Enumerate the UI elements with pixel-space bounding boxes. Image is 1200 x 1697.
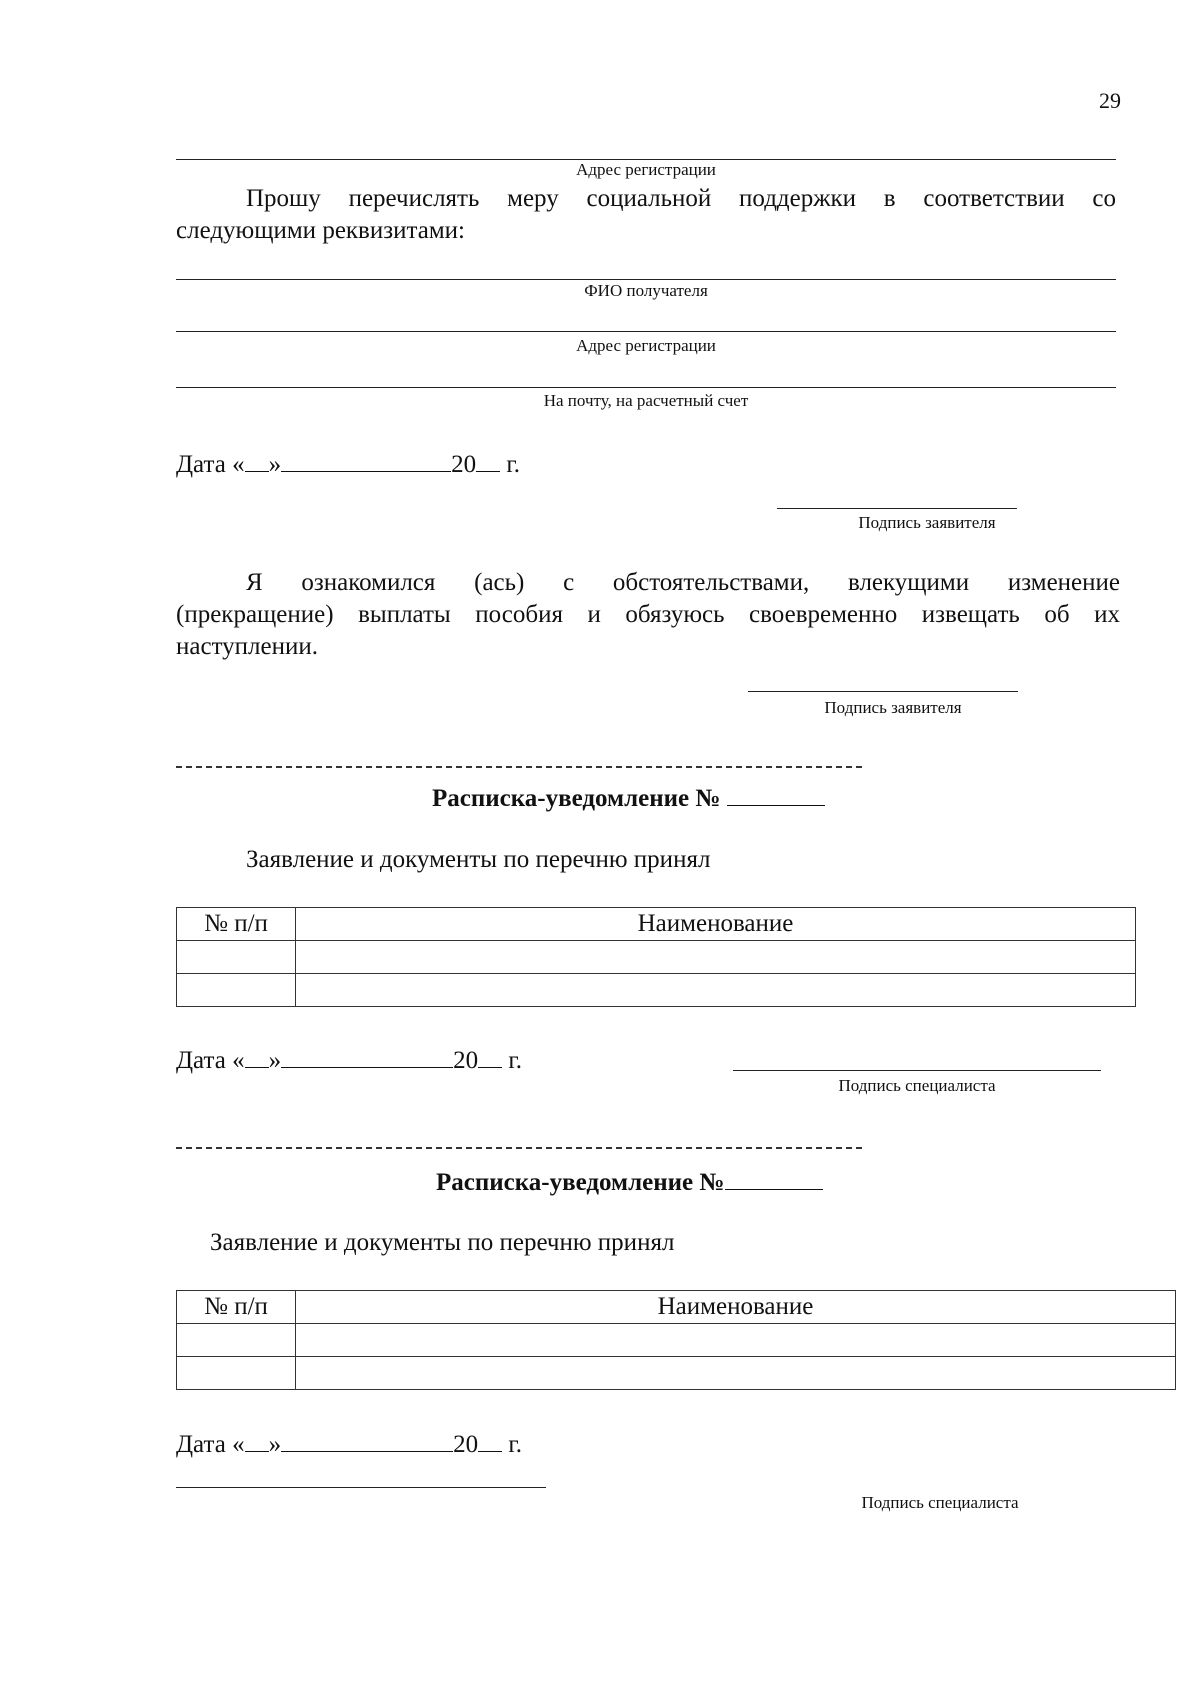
receipt-2-title: Расписка-уведомление № [436,1164,823,1197]
table-cell[interactable] [177,974,296,1007]
request-line-1: Прошу перечислять меру социальной поддержки в соответствии со [246,185,1116,212]
receipt-2-number-field[interactable] [725,1164,823,1190]
request-line-2: следующими реквизитами: [176,217,465,244]
date-line-1: Дата « » 20 г. [176,446,520,479]
recipient-address-line[interactable] [176,331,1116,332]
table-cell[interactable] [177,1324,296,1357]
date-year-field[interactable] [478,1042,502,1068]
date-month-field[interactable] [281,1426,453,1452]
header-number: № п/п [177,908,296,941]
recipient-name-line[interactable] [176,279,1116,280]
table-header-row [177,908,1136,941]
specialist-signature-line-1[interactable] [733,1070,1101,1071]
receipt-2-accepted-text: Заявление и документы по перечню принял [210,1229,675,1256]
specialist-signature-caption-2: Подпись специалиста [861,1493,1019,1512]
date-day-field[interactable] [245,446,269,472]
date-year-field[interactable] [478,1426,502,1452]
header-number: № п/п [177,1291,296,1324]
table-row [177,1357,1176,1390]
top-address-caption: Адрес регистрации [576,160,716,179]
specialist-signature-caption-1: Подпись специалиста [838,1076,996,1095]
date-month-field[interactable] [281,446,451,472]
receipt-1-number-field[interactable] [727,780,825,806]
receipt-2-table [176,1290,1176,1390]
applicant-signature-caption-1: Подпись заявителя [858,513,996,532]
date-line-2: Дата « » 20 г. [176,1042,522,1075]
payment-method-line[interactable] [176,387,1116,388]
ack-line-2: (прекращение) выплаты пособия и обязуюсь своевременно извещать об их [176,601,1120,628]
header-name: Наименование [296,1291,1176,1324]
receipt-1-title: Расписка-уведомление № [432,780,825,813]
ack-line-3: наступлении. [176,633,319,660]
table-cell[interactable] [296,941,1136,974]
ack-line-1: Я ознакомился (ась) с обстоятельствами, влекущими изменение [246,569,1120,596]
date-month-field[interactable] [281,1042,453,1068]
table-row [177,974,1136,1007]
table-cell[interactable] [177,941,296,974]
table-cell[interactable] [177,1357,296,1390]
header-name: Наименование [296,908,1136,941]
table-cell[interactable] [296,1324,1176,1357]
table-cell[interactable] [296,1357,1176,1390]
table-row [177,941,1136,974]
receipt-1-accepted-text: Заявление и документы по перечню принял [246,846,711,873]
specialist-signature-line-2[interactable] [176,1487,546,1488]
date-day-field[interactable] [245,1042,269,1068]
receipt-1-table [176,907,1136,1007]
table-header-row [177,1291,1176,1324]
date-year-field[interactable] [476,446,500,472]
applicant-signature-line-2[interactable] [748,691,1018,692]
page-number: 29 [1099,88,1121,113]
cut-line-1 [176,766,862,768]
date-day-field[interactable] [245,1426,269,1452]
table-cell[interactable] [296,974,1136,1007]
request-paragraph [176,183,1116,247]
cut-line-2 [176,1147,862,1149]
recipient-address-caption: Адрес регистрации [576,336,716,355]
applicant-signature-caption-2: Подпись заявителя [824,698,962,717]
acknowledgement-paragraph [176,567,1120,663]
payment-method-caption: На почту, на расчетный счет [543,391,749,410]
date-line-3: Дата « » 20 г. [176,1426,522,1459]
recipient-name-caption: ФИО получателя [584,281,708,300]
applicant-signature-line-1[interactable] [777,508,1017,509]
table-row [177,1324,1176,1357]
